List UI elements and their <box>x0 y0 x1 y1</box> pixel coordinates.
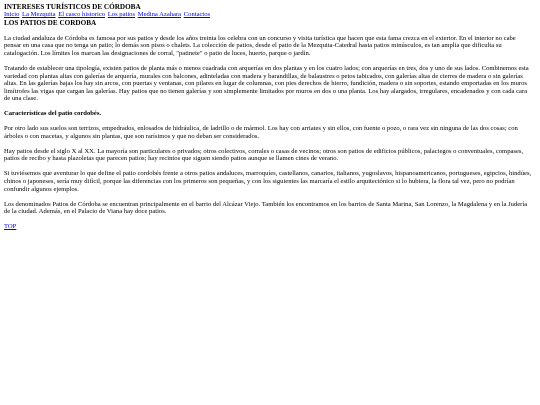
paragraph-suelos: Por otro lado sus suelos son terrizos, empedrados, enlosados de hidráulica, de ladrillo o de mármol. Los hay con arriates y sin ellos, con fuente o pozo, o rara vez sin ninguna de las dos cosas; con árboles o con macetas, y algunos sin plantas, que son rarísimos y que no deban ser considerados. <box>4 125 518 140</box>
paragraph-siglos: Hay patios desde el siglo X al XX. La mayoría son particulares o privados; otros colectivos, corrales o casas de vecinos; otros son patios de edificios públicos, palaciegos o conventuales, compases, patios de recibo y hasta plazoletas que parecen patios; hay recintos que siguen siendo patios aunque se llamen cines de verano. <box>4 147 524 163</box>
nav-bar <box>4 11 534 19</box>
page-heading: LOS PATIOS DE CORDOBA <box>4 19 97 27</box>
nav-link-inicio[interactable]: Inicio <box>4 11 20 19</box>
nav-link-los-patios[interactable]: Los patios <box>107 11 136 19</box>
nav-link-medina-azahara[interactable]: Medina Azahara <box>137 11 182 19</box>
paragraph-intro: La ciudad andaluza de Córdoba es famosa por sus patios y desde los años treinta los celebra con un concurso y visita turística que hacen que esta fama crezca en el exterior. En el interior no cabe pensar en una casa que no tenga un patio; lo demás son pisos o chalets. La colección de patios, desde el patio de la Mezquita-Catedral hasta patios minúsculos, es tan amplia que dificulta su catalogación. Los límites los marcan las designaciones de corral, "patinete" o patio de luces, huerto, parque o jardín. <box>4 34 516 57</box>
paragraph-comparacion: Si tuviésemos que aventurar lo que define el patio cordobés frente a otros patios andaluces, marroquíes, castellanos, canarios, italianos, yugoslavos, hispanoamericanos, portugueses, egipcios, hindúes, chinos o japoneses, sería muy difícil, porque las diferencias con los primeros son pequeñas, y con los siguientes las marcaría el estilo arquitectónico si lo hubiera, la flora tal vez, pero no podrían confundir algunos ejemplos. <box>4 170 532 193</box>
site-title: INTERESES TURÍSTICOS DE CÓRDOBA <box>4 3 141 11</box>
section-heading: Características del patio cordobés. <box>4 110 102 118</box>
paragraph-barrios: Los denominados Patios de Córdoba se encuentran principalmente en el barrio del Alcázar Viejo. También los encontramos en los barrios de Santa Marina, San Lorenzo, la Magdalena y en la Judería de la ciudad. Además, en el Palacio de Viana hay doce patios. <box>4 200 528 216</box>
top-link[interactable]: TOP <box>4 223 17 231</box>
paragraph-tipologia: Tratando de establecer una tipología, existen patios de planta más o menos cuadrada con arquerías en dos plantas y en los cuatro lados; con arquerías en tres, dos y uno de sus lados. Combinemos esta variedad con plantas altas con galerías de arquería, murales con balcones, adinteladas con madera y barandillas, de balaustres o petos tabicados, con galerías altas de cierres de madera o sin galerías altas. En las galerías bajas los hay sin arcos, con puertas y ventanas, con pilares en lugar de columnas, con pies derechos de hierro, fundición, madera o sin soportes, estando emportadas en los muros limítrofes las vigas que cargan las galerías. Hay patios que no tienen galerías y son simplemente limitados por muros en dos o una planta. Los hay alargados, irregulares, encadenados y con cada cara de una clase. <box>4 64 529 103</box>
nav-link-contactos[interactable]: Contactos <box>183 11 211 19</box>
nav-link-la-mezquita[interactable]: La Mezquita <box>22 11 56 19</box>
nav-link-casco-historico[interactable]: El casco historico <box>58 11 106 19</box>
